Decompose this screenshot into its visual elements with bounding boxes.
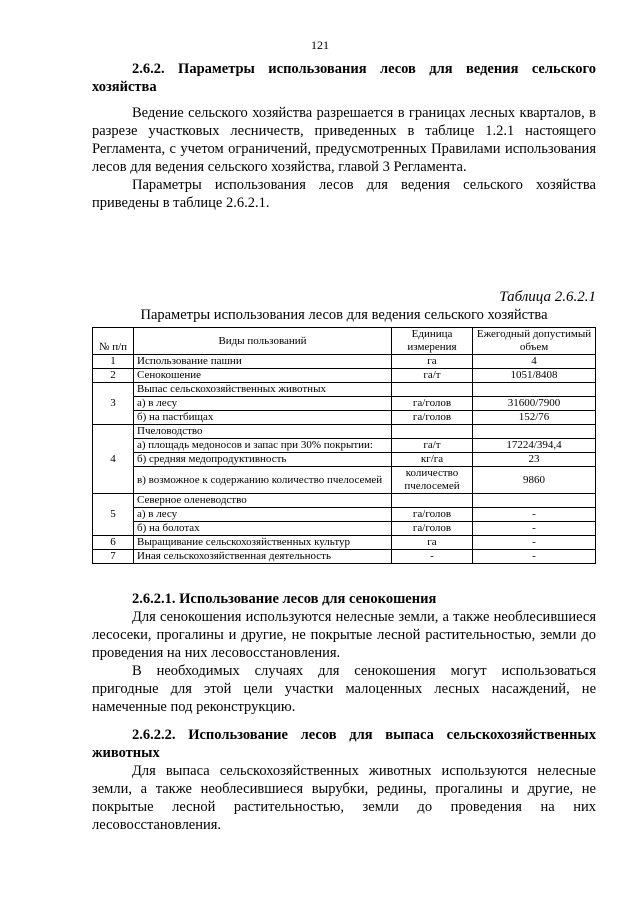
- cell-kind: Использование пашни: [134, 355, 392, 369]
- table-subrow: [93, 522, 596, 536]
- table-subrow: [93, 467, 596, 494]
- cell-unit: га/т: [392, 369, 473, 383]
- cell-unit: га/т: [392, 439, 473, 453]
- cell-kind: Сенокошение: [134, 369, 392, 383]
- table-subrow: [93, 397, 596, 411]
- cell-num: 3: [93, 383, 134, 425]
- header-volume: Ежегодный допустимый объем: [473, 328, 596, 355]
- table-subrow: [93, 453, 596, 467]
- cell-kind: б) средняя медопродуктивность: [134, 453, 392, 467]
- section-2-6-2: [92, 60, 596, 212]
- cell-unit: [392, 425, 473, 439]
- cell-kind: Пчеловодство: [134, 425, 392, 439]
- paragraph: Параметры использования лесов для ведения сельского хозяйства приведены в таблице 2.6.2.1.: [92, 177, 596, 211]
- cell-volume: [473, 494, 596, 508]
- cell-unit: [392, 383, 473, 397]
- cell-kind: Северное оленеводство: [134, 494, 392, 508]
- cell-unit: га: [392, 355, 473, 369]
- cell-num: 7: [93, 550, 134, 564]
- section-2-6-2-2: [92, 726, 596, 834]
- cell-kind: б) на пастбищах: [134, 411, 392, 425]
- cell-num: 2: [93, 369, 134, 383]
- cell-volume: 17224/394,4: [473, 439, 596, 453]
- section-2-6-2-1: [92, 590, 596, 716]
- cell-unit: га/голов: [392, 508, 473, 522]
- table-row: [93, 369, 596, 383]
- cell-unit: [392, 494, 473, 508]
- cell-kind: в) возможное к содержанию количество пчелосемей: [134, 467, 392, 494]
- table-subrow: [93, 439, 596, 453]
- cell-volume: -: [473, 550, 596, 564]
- cell-volume: [473, 425, 596, 439]
- table-block: [92, 288, 596, 564]
- cell-unit: га/голов: [392, 397, 473, 411]
- cell-volume: 9860: [473, 467, 596, 494]
- cell-kind: а) в лесу: [134, 508, 392, 522]
- cell-volume: 31600/7900: [473, 397, 596, 411]
- table-header-row: [93, 328, 596, 355]
- cell-kind: Иная сельскохозяйственная деятельность: [134, 550, 392, 564]
- cell-volume: 1051/8408: [473, 369, 596, 383]
- cell-kind: б) на болотах: [134, 522, 392, 536]
- table-row: [93, 425, 596, 439]
- cell-num: 6: [93, 536, 134, 550]
- cell-volume: 23: [473, 453, 596, 467]
- cell-num: 5: [93, 494, 134, 536]
- table-subrow: [93, 508, 596, 522]
- paragraph: Ведение сельского хозяйства разрешается в границах лесных кварталов, в разрезе участковых лесничеств, приведенных в таблице 1.2.1 настоящего Регламента, с учетом ограничений, предусмотренных Правилами использования лесов для ведения сельского хозяйства, главой 3 Регламента.: [92, 105, 596, 175]
- cell-unit: -: [392, 550, 473, 564]
- table-row: [93, 355, 596, 369]
- header-num: № п/п: [93, 328, 134, 355]
- cell-num: 1: [93, 355, 134, 369]
- table-subrow: [93, 411, 596, 425]
- paragraph: Для выпаса сельскохозяйственных животных используются нелесные земли, а также необлесившиеся вырубки, редины, прогалины и другие, не покрытые лесной растительностью, земли до проведения на них лесовосстановления.: [92, 763, 596, 833]
- cell-volume: -: [473, 536, 596, 550]
- cell-kind: Выпас сельскохозяйственных животных: [134, 383, 392, 397]
- cell-volume: 152/76: [473, 411, 596, 425]
- header-unit: Единица измерения: [392, 328, 473, 355]
- cell-volume: -: [473, 522, 596, 536]
- cell-volume: 4: [473, 355, 596, 369]
- cell-unit: га/голов: [392, 411, 473, 425]
- cell-unit: га: [392, 536, 473, 550]
- page-number: 121: [311, 38, 329, 52]
- cell-num: 4: [93, 425, 134, 494]
- section-heading: 2.6.2.2. Использование лесов для выпаса сельскохозяйственных животных: [92, 727, 596, 761]
- section-heading: 2.6.2. Параметры использования лесов для ведения сельского хозяйства: [92, 61, 596, 95]
- table-label: Таблица 2.6.2.1: [499, 289, 596, 305]
- section-heading: 2.6.2.1. Использование лесов для сенокошения: [132, 591, 437, 607]
- cell-volume: [473, 383, 596, 397]
- cell-volume: -: [473, 508, 596, 522]
- paragraph: Для сенокошения используются нелесные земли, а также необлесившиеся лесосеки, прогалины и другие, не покрытые лесной растительностью, земли до проведения на них лесовосстановления.: [92, 609, 596, 661]
- header-kind: Виды пользований: [134, 328, 392, 355]
- cell-kind: а) в лесу: [134, 397, 392, 411]
- parameters-table: [92, 327, 596, 564]
- table-title: Параметры использования лесов для ведения сельского хозяйства: [140, 307, 548, 323]
- cell-unit: кг/га: [392, 453, 473, 467]
- table-row: [93, 494, 596, 508]
- cell-kind: Выращивание сельскохозяйственных культур: [134, 536, 392, 550]
- cell-unit: га/голов: [392, 522, 473, 536]
- cell-unit: количество пчелосемей: [392, 467, 473, 494]
- table-row: [93, 536, 596, 550]
- cell-kind: а) площадь медоносов и запас при 30% покрытии:: [134, 439, 392, 453]
- paragraph: В необходимых случаях для сенокошения могут использоваться пригодные для этой цели участки малоценных лесных насаждений, не намеченные под реконструкцию.: [92, 663, 596, 715]
- table-row: [93, 550, 596, 564]
- table-row: [93, 383, 596, 397]
